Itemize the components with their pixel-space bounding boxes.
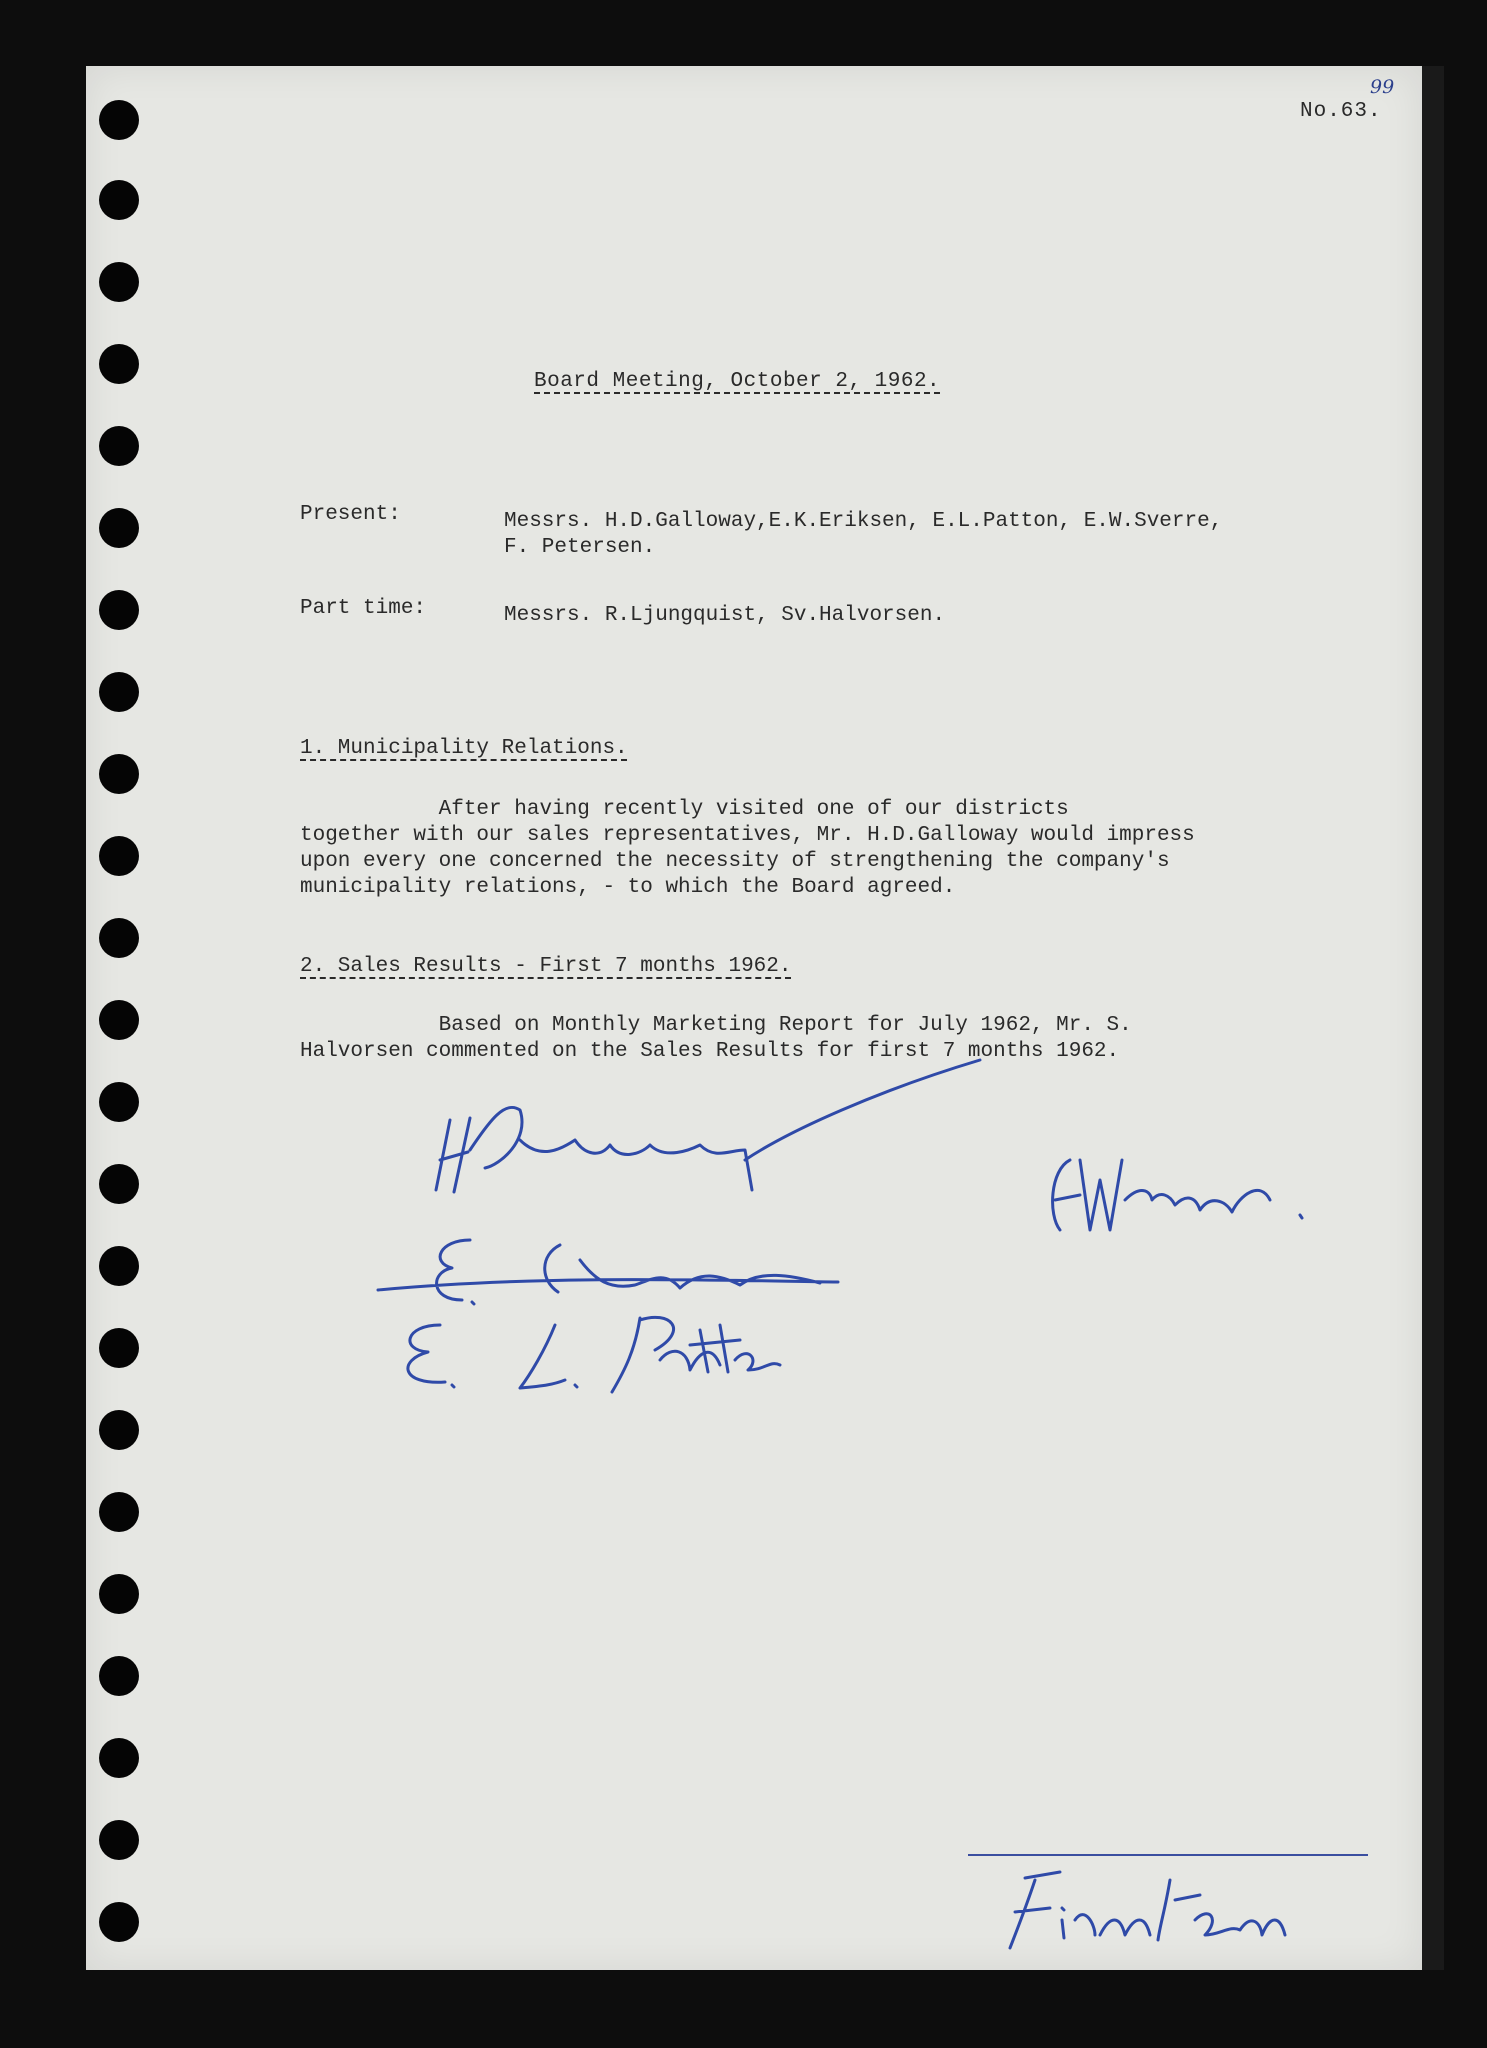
section-2-line: Halvorsen commented on the Sales Results for first 7 months 1962.: [300, 1040, 1120, 1063]
part-time-value: Messrs. R.Ljungquist, Sv.Halvorsen.: [504, 604, 946, 627]
page-number: No.63.: [1300, 100, 1382, 123]
signature-andersen: [1010, 1872, 1285, 1948]
signature-patton: [408, 1317, 780, 1392]
section-1-line: upon every one concerned the necessity of strengthening the company's: [300, 850, 1170, 873]
page-title: Board Meeting, October 2, 1962.: [534, 370, 941, 393]
signature-line: [968, 1854, 1368, 1856]
section-1-line: municipality relations, - to which the Board agreed.: [300, 876, 956, 899]
section-1-line: together with our sales representatives, Mr. H.D.Galloway would impress: [300, 824, 1195, 847]
section-1-heading: 1. Municipality Relations.: [300, 737, 628, 760]
section-1-line: After having recently visited one of our districts: [300, 798, 1069, 821]
signature-eriksen: [378, 1240, 838, 1304]
present-line-1: Messrs. H.D.Galloway,E.K.Eriksen, E.L.Patton, E.W.Sverre,: [504, 510, 1223, 533]
present-label: Present:: [300, 503, 401, 526]
present-line-2: F. Petersen.: [504, 536, 656, 559]
folio-handwritten: 99: [1370, 76, 1395, 98]
signature-sverre: [1053, 1160, 1302, 1230]
section-2-line: Based on Monthly Marketing Report for July 1962, Mr. S.: [300, 1014, 1132, 1037]
part-time-label: Part time:: [300, 597, 427, 620]
section-2-heading: 2. Sales Results - First 7 months 1962.: [300, 955, 792, 978]
signature-galloway: [436, 1060, 980, 1192]
